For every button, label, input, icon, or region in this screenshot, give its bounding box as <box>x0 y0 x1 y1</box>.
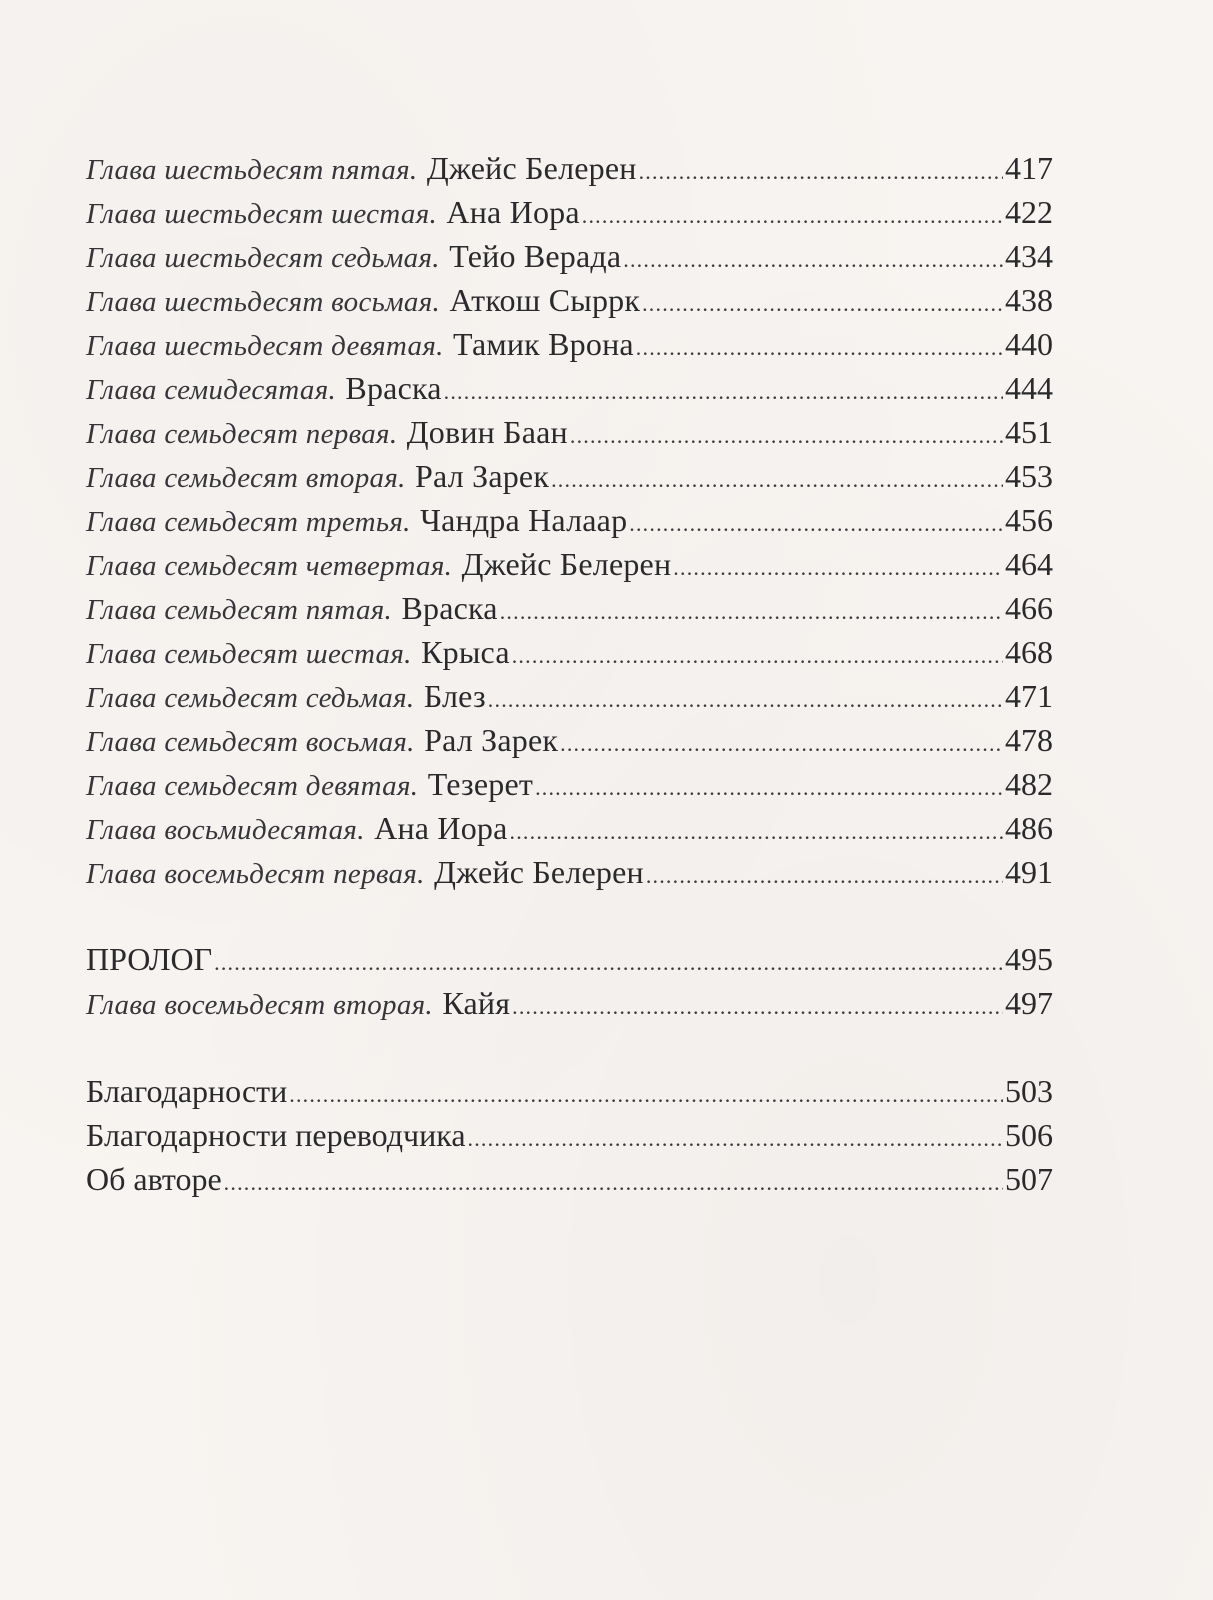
dot-leader <box>646 854 1003 898</box>
chapter-number: Глава восьмидесятая. <box>86 814 365 846</box>
dot-leader <box>512 985 1003 1029</box>
toc-entry-label <box>86 498 627 544</box>
page-number: 422 <box>1005 194 1053 230</box>
toc-entry[interactable] <box>86 454 1053 498</box>
toc-entry[interactable] <box>86 498 1053 542</box>
page-number: 471 <box>1005 678 1053 714</box>
toc-entry[interactable] <box>86 322 1053 366</box>
toc-entry-label <box>86 806 508 852</box>
chapter-name: Джейс Белерен <box>434 854 644 890</box>
section-gap <box>86 1025 1053 1069</box>
chapter-name: Враска <box>401 590 498 626</box>
toc-entry[interactable] <box>86 981 1053 1025</box>
page-number: 434 <box>1005 238 1053 274</box>
chapter-number: Глава семьдесят девятая. <box>86 770 419 802</box>
chapter-name: Ана Иора <box>446 194 580 230</box>
toc-entry-label <box>86 762 533 808</box>
page-number: 503 <box>1005 1073 1053 1109</box>
toc-entry[interactable] <box>86 542 1053 586</box>
page-number: 478 <box>1005 722 1053 758</box>
dot-leader <box>639 150 1003 194</box>
page-number: 495 <box>1005 941 1053 977</box>
dot-leader <box>214 941 1003 985</box>
page-number: 444 <box>1005 370 1053 406</box>
toc-entry[interactable] <box>86 806 1053 850</box>
chapter-name: Ана Иора <box>374 810 508 846</box>
toc-entry-label <box>86 674 486 720</box>
page-number: 453 <box>1005 458 1053 494</box>
toc-entry-label <box>86 850 644 896</box>
chapter-name: Джейс Белерен <box>461 546 672 582</box>
chapter-number: Глава семьдесят первая. <box>86 418 398 450</box>
chapter-number: Глава семьдесят шестая. <box>86 638 412 670</box>
toc-entry-prologue[interactable] <box>86 937 1053 981</box>
chapter-number: Глава семьдесят пятая. <box>86 594 393 626</box>
toc-entry[interactable] <box>86 278 1053 322</box>
page-number: 486 <box>1005 810 1053 846</box>
dot-leader <box>468 1117 1003 1161</box>
dot-leader <box>642 282 1003 326</box>
dot-leader <box>629 502 1003 546</box>
toc-entry[interactable] <box>86 190 1053 234</box>
chapter-name: Кайя <box>442 985 511 1021</box>
chapter-name: Враска <box>345 370 442 406</box>
chapter-name: Тейо Верада <box>449 238 622 274</box>
toc-entry[interactable] <box>86 410 1053 454</box>
toc-entry[interactable] <box>86 850 1053 894</box>
chapter-name: Рал Зарек <box>424 722 559 758</box>
chapter-number: Глава семьдесят восьмая. <box>86 726 415 758</box>
toc-entry[interactable] <box>86 366 1053 410</box>
table-of-contents <box>86 146 1053 1201</box>
dot-leader <box>224 1161 1003 1205</box>
page-number: 464 <box>1005 546 1053 582</box>
dot-leader <box>500 590 1003 634</box>
toc-entry-label <box>86 234 621 280</box>
page-number: 417 <box>1005 150 1053 186</box>
toc-entry-label <box>86 630 510 676</box>
page-number: 468 <box>1005 634 1053 670</box>
chapter-number: Глава шестьдесят восьмая. <box>86 286 441 318</box>
dot-leader <box>488 678 1003 722</box>
chapter-name: Чандра Налаар <box>420 502 628 538</box>
page-number: 491 <box>1005 854 1053 890</box>
toc-entry[interactable] <box>86 674 1053 718</box>
page-number: 506 <box>1005 1117 1053 1153</box>
dot-leader <box>636 326 1003 370</box>
toc-entry-acknowledgements[interactable] <box>86 1069 1053 1113</box>
page-number: 438 <box>1005 282 1053 318</box>
page-number: 497 <box>1005 985 1053 1021</box>
page-number: 482 <box>1005 766 1053 802</box>
toc-entry-about-author[interactable] <box>86 1157 1053 1201</box>
chapter-number: Глава семидесятая. <box>86 374 337 406</box>
backmatter-title: Об авторе <box>86 1161 222 1197</box>
toc-entry-translator-acknowledgements[interactable] <box>86 1113 1053 1157</box>
toc-entry[interactable] <box>86 586 1053 630</box>
chapter-name: Крыса <box>421 634 510 670</box>
chapter-number: Глава восемьдесят первая. <box>86 858 425 890</box>
toc-entry-label <box>86 366 442 412</box>
backmatter-title: Благодарности <box>86 1073 288 1109</box>
chapter-number: Глава семьдесят седьмая. <box>86 682 415 714</box>
toc-entry-label <box>86 190 580 236</box>
toc-entry-label <box>86 454 549 500</box>
chapter-name: Рал Зарек <box>415 458 550 494</box>
toc-entry-label <box>86 718 558 764</box>
chapter-number: Глава шестьдесят седьмая. <box>86 242 440 274</box>
toc-entry-label <box>86 542 671 588</box>
page-number: 451 <box>1005 414 1053 450</box>
backmatter-title: Благодарности переводчика <box>86 1117 466 1153</box>
toc-entry[interactable] <box>86 234 1053 278</box>
dot-leader <box>289 1073 1003 1117</box>
chapter-number: Глава семьдесят четвертая. <box>86 550 453 582</box>
dot-leader <box>673 546 1003 590</box>
dot-leader <box>582 194 1003 238</box>
chapter-name: Джейс Белерен <box>426 150 637 186</box>
toc-entry[interactable] <box>86 718 1053 762</box>
toc-entry[interactable] <box>86 762 1053 806</box>
dot-leader <box>535 766 1003 810</box>
toc-entry-label <box>86 322 634 368</box>
chapter-name: Тамик Врона <box>453 326 634 362</box>
page-number: 440 <box>1005 326 1053 362</box>
chapter-number: Глава шестьдесят пятая. <box>86 154 418 186</box>
dot-leader <box>444 370 1003 414</box>
page-number: 456 <box>1005 502 1053 538</box>
dot-leader <box>623 238 1003 282</box>
chapter-number: Глава шестьдесят шестая. <box>86 198 438 230</box>
page-number: 507 <box>1005 1161 1053 1197</box>
dot-leader <box>560 722 1003 766</box>
toc-entry-label <box>86 146 637 192</box>
chapter-name: Аткош Сыррк <box>449 282 641 318</box>
chapter-number: Глава семьдесят вторая. <box>86 462 406 494</box>
chapter-name: Тезерет <box>427 766 534 802</box>
dot-leader <box>512 634 1003 678</box>
toc-entry[interactable] <box>86 146 1053 190</box>
chapter-number: Глава семьдесят третья. <box>86 506 411 538</box>
dot-leader <box>551 458 1003 502</box>
dot-leader <box>570 414 1003 458</box>
dot-leader <box>510 810 1003 854</box>
chapter-name: Блез <box>423 678 486 714</box>
prologue-title: ПРОЛОГ <box>86 941 213 977</box>
toc-entry-label <box>86 410 568 456</box>
chapter-number: Глава шестьдесят девятая. <box>86 330 444 362</box>
chapter-number: Глава восемьдесят вторая. <box>86 989 433 1021</box>
toc-entry-label <box>86 278 640 324</box>
toc-entry-label <box>86 981 510 1027</box>
section-gap <box>86 894 1053 937</box>
page-number: 466 <box>1005 590 1053 626</box>
chapter-name: Довин Баан <box>406 414 568 450</box>
toc-entry[interactable] <box>86 630 1053 674</box>
toc-entry-label <box>86 586 498 632</box>
